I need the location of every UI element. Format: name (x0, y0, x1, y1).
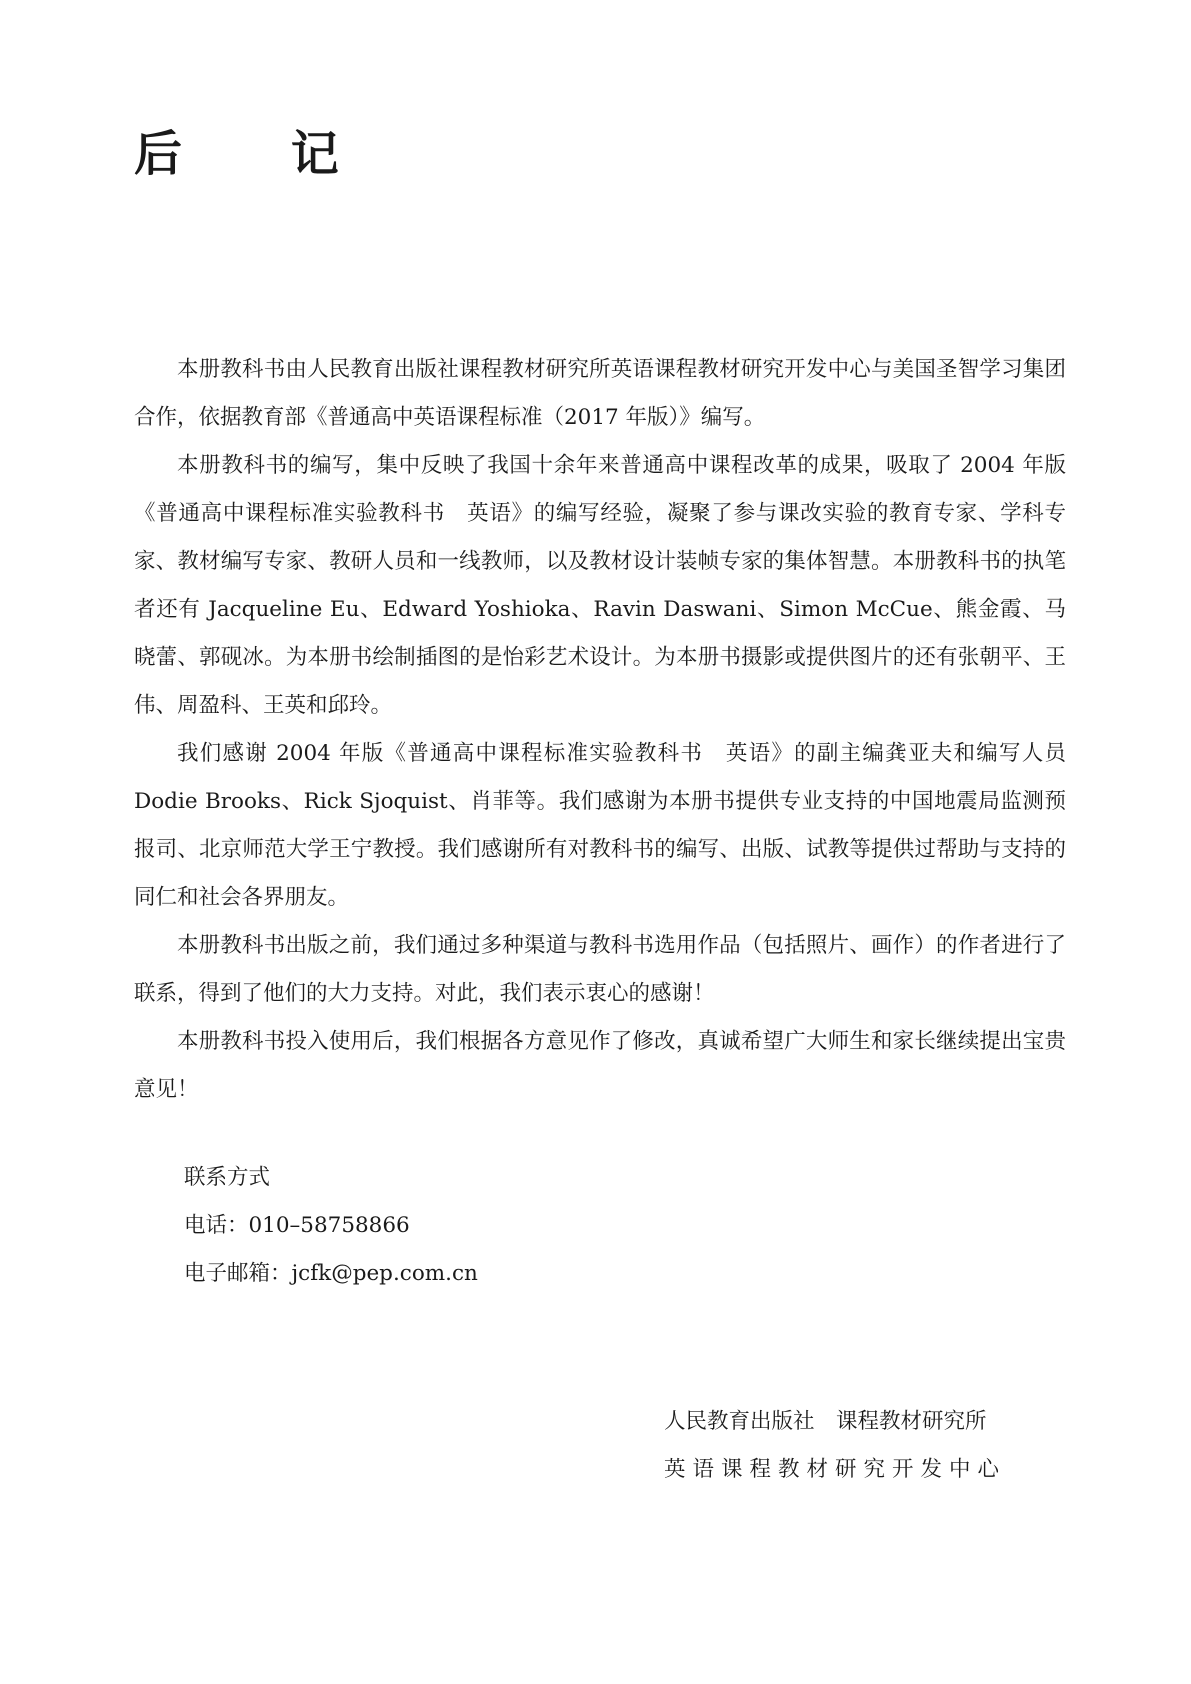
signature-line-2: 英语课程教材研究开发中心 (664, 1457, 1007, 1482)
signature-line-1: 人民教育出版社 课程教材研究所 (664, 1409, 987, 1434)
paragraph-5: 本册教科书投入使用后，我们根据各方意见作了修改，真诚希望广大师生和家长继续提出宝贵意见！ (134, 1029, 1066, 1102)
publisher-signature (664, 1398, 1006, 1494)
paragraph-4: 本册教科书出版之前，我们通过多种渠道与教科书选用作品（包括照片、画作）的作者进行了联系，得到了他们的大力支持。对此，我们表示衷心的感谢！ (134, 933, 1066, 1006)
paragraph-1: 本册教科书由人民教育出版社课程教材研究所英语课程教材研究开发中心与美国圣智学习集团合作，依据教育部《普通高中英语课程标准（2017 年版）》编写。 (134, 357, 1066, 430)
contact-heading: 联系方式 (184, 1165, 271, 1190)
paragraph-2: 本册教科书的编写，集中反映了我国十余年来普通高中课程改革的成果，吸取了 2004 年版《普通高中课程标准实验教科书 英语》的编写经验，凝聚了参与课改实验的教育专家、学科专家、教材编写专家、教研人员和一线教师，以及教材设计装帧专家的集体智慧。本册教科书的执笔者还有 Jacqueline Eu、Edward Yoshioka、Ravin Daswani、Simon McCue、熊金霞、马晓蕾、郭砚冰。为本册书绘制插图的是怡彩艺术设计。为本册书摄影或提供图片的还有张朝平、王伟、周盈科、王英和邱玲。 (134, 453, 1066, 718)
afterword-body (134, 346, 1066, 1114)
contact-block (184, 1154, 478, 1298)
paragraph-3: 我们感谢 2004 年版《普通高中课程标准实验教科书 英语》的副主编龚亚夫和编写人员 Dodie Brooks、Rick Sjoquist、肖菲等。我们感谢为本册书提供专业支持的中国地震局监测预报司、北京师范大学王宁教授。我们感谢所有对教科书的编写、出版、试教等提供过帮助与支持的同仁和社会各界朋友。 (134, 741, 1066, 910)
contact-email: 电子邮箱：jcfk@pep.com.cn (184, 1261, 478, 1286)
page-title: 后 记 (134, 126, 385, 182)
contact-phone: 电话：010–58758866 (184, 1213, 410, 1238)
